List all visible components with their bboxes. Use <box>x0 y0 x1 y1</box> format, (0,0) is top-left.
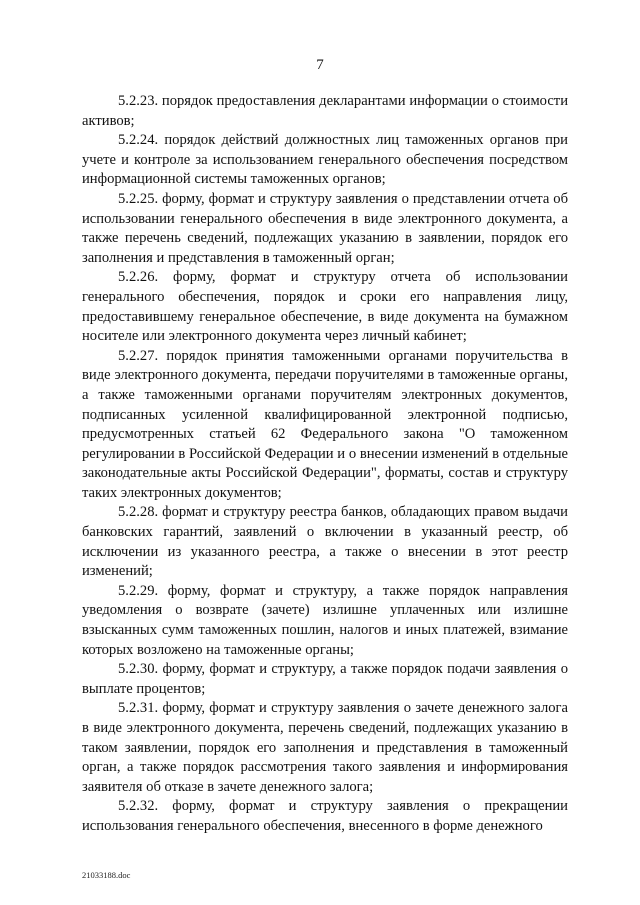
paragraph-5-2-30: 5.2.30. форму, формат и структуру, а также порядок подачи заявления о выплате процентов; <box>82 661 568 697</box>
paragraph-5-2-32: 5.2.32. форму, формат и структуру заявления о прекращении использования генерального обеспечения, внесенного в форме денежного <box>82 798 568 834</box>
paragraph-5-2-26: 5.2.26. форму, формат и структуру отчета об использовании генерального обеспечения, порядок и сроки его направления лицу, предоставившему генеральное обеспечение, в виде документа на бумажном носителе или электронного документа через личный кабинет; <box>82 269 568 345</box>
paragraph-5-2-31: 5.2.31. форму, формат и структуру заявления о зачете денежного залога в виде электронного документа, перечень сведений, подлежащих указанию в таком заявлении, порядок его заполнения и представления в таможенный орган, а также порядок рассмотрения такого заявления и информирования заявителя об отказе в зачете денежного залога; <box>82 700 568 795</box>
paragraph-5-2-24: 5.2.24. порядок действий должностных лиц таможенных органов при учете и контроле за использованием генерального обеспечения посредством информационной системы таможенных органов; <box>82 132 568 188</box>
footer-filename: 21033188.doc <box>82 870 131 880</box>
paragraph-5-2-29: 5.2.29. форму, формат и структуру, а также порядок направления уведомления о возврате (зачете) излишне уплаченных или излишне взысканных сумм таможенных пошлин, налогов и иных платежей, взимание которых возложено на таможенные органы; <box>82 582 568 658</box>
document-body <box>82 92 568 837</box>
paragraph-5-2-23: 5.2.23. порядок предоставления декларантами информации о стоимости активов; <box>82 93 568 129</box>
paragraph-5-2-28: 5.2.28. формат и структуру реестра банков, обладающих правом выдачи банковских гарантий, заявлений о включении в указанный реестр, об исключении из указанного реестра, а также о внесении в этот реестр изменений; <box>82 504 568 580</box>
page-number: 7 <box>316 57 324 73</box>
paragraph-5-2-25: 5.2.25. форму, формат и структуру заявления о представлении отчета об использовании генерального обеспечения в виде электронного документа, а также перечень сведений, подлежащих указанию в заявлении, порядок его заполнения и представления в таможенный орган; <box>82 190 568 266</box>
paragraph-5-2-27: 5.2.27. порядок принятия таможенными органами поручительства в виде электронного документа, передачи поручителями в таможенные органы, а также таможенными органами поручителям электронных документов, подписанных усиленной квалифицированной электронной подписью, предусмотренных статьей 62 Федерального закона "О таможенном регулировании в Российской Федерации и о внесении изменений в отдельные законодательные акты Российской Федерации", форматы, состав и структуру таких электронных документов; <box>82 347 568 501</box>
